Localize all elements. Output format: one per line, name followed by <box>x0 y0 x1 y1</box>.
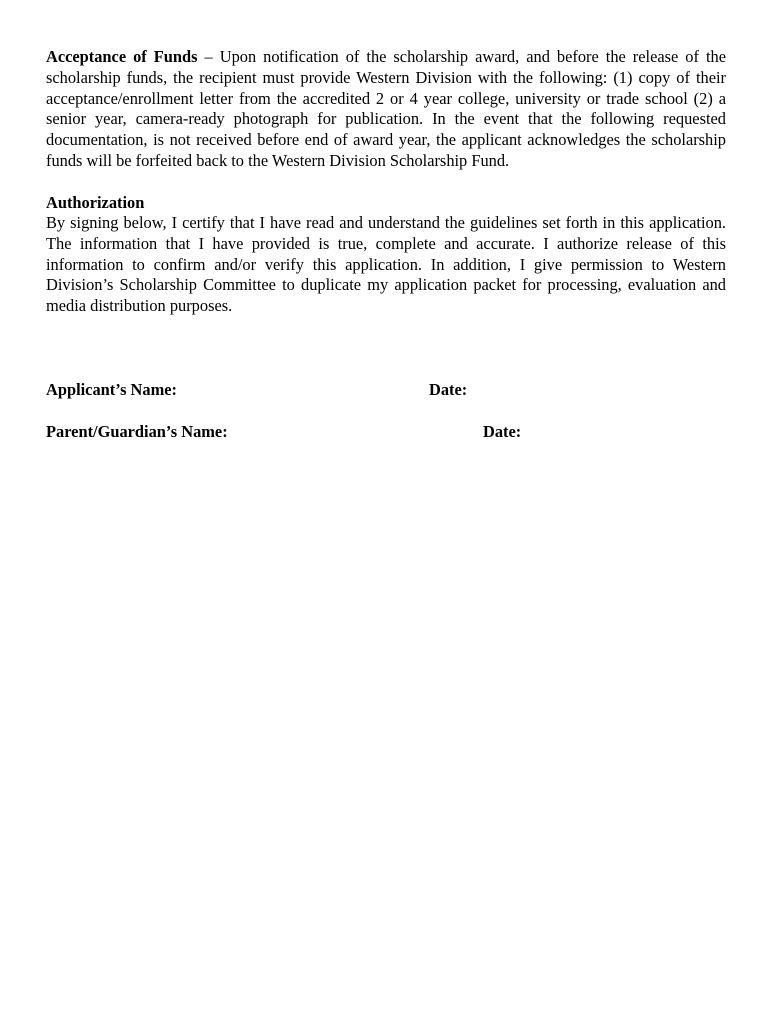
guardian-name-label: Parent/Guardian’s Name: <box>46 422 228 441</box>
acceptance-of-funds-text: – Upon notification of the scholarship award, and before the release of the scholarship funds, the recipient must provide Western Division with the following: (1) copy of their acceptance/enrollment letter from the accredited 2 or 4 year college, university or trade school (2) a senior year, camera-ready photograph for publication. In the event that the following requested documentation, is not received before end of award year, the applicant acknowledges the scholarship funds will be forfeited back to the Western Division Scholarship Fund. <box>46 47 726 170</box>
authorization-paragraph: By signing below, I certify that I have read and understand the guidelines set forth in this application. The information that I have provided is true, complete and accurate. I authorize release of this information to confirm and/or verify this application. In addition, I give permission to Western Division’s Scholarship Committee to duplicate my application packet for processing, evaluation and media distribution purposes. <box>46 213 726 316</box>
acceptance-of-funds-heading: Acceptance of Funds <box>46 47 198 66</box>
guardian-date-label: Date: <box>483 422 522 441</box>
authorization-heading: Authorization <box>46 193 145 212</box>
acceptance-of-funds-paragraph <box>46 47 726 172</box>
applicant-date-label: Date: <box>429 380 468 399</box>
applicant-name-label: Applicant’s Name: <box>46 380 177 399</box>
